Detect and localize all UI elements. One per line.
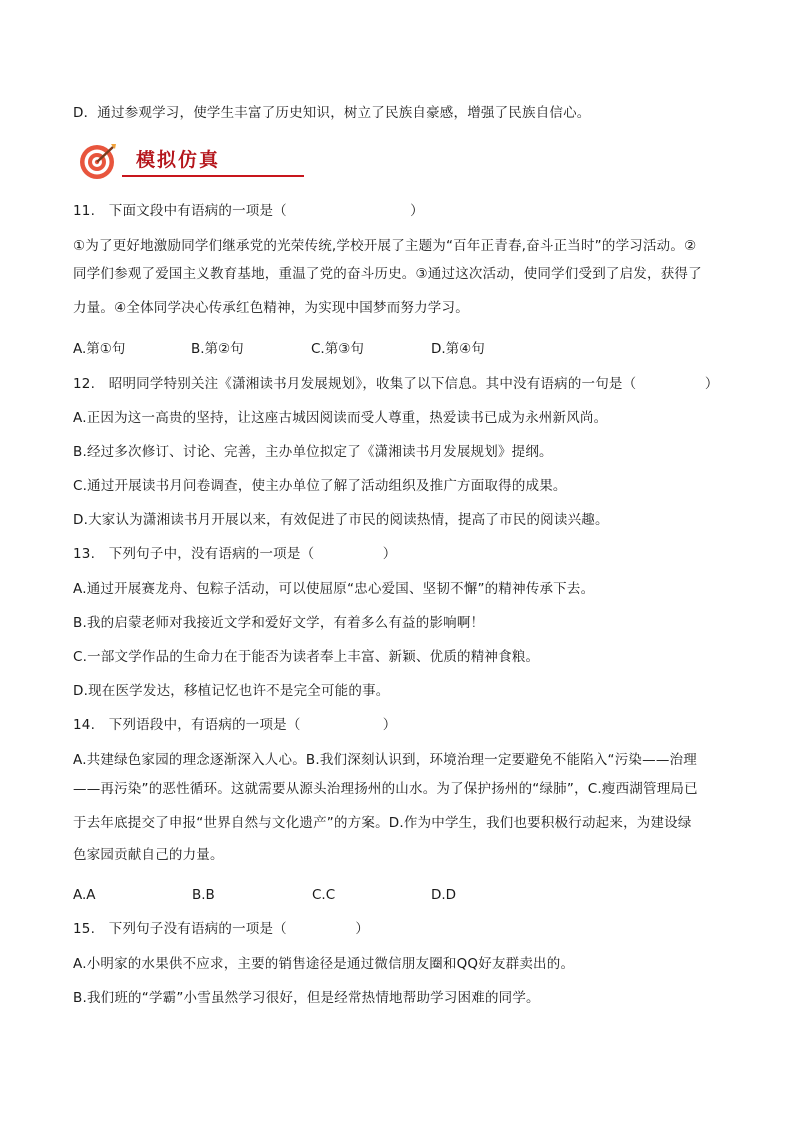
q12-stem: 12. 昭明同学特别关注《潇湘读书月发展规划》，收集了以下信息。其中没有语病的一句是（ ） [73, 376, 719, 392]
q14-option-b: B.B [192, 887, 215, 903]
section-header [78, 141, 238, 183]
q15-option-a: A.小明家的水果供不应求，主要的销售途径是通过微信朋友圈和QQ好友群卖出的。 [73, 956, 575, 972]
q14-para-line: ——再污染”的恶性循环。这就需要从源头治理扬州的山水。为了保护扬州的“绿肺”，C.瘦西湖管理局已 [73, 781, 698, 797]
q14-stem: 14. 下列语段中，有语病的一项是（ ） [73, 717, 397, 733]
target-icon [78, 141, 118, 181]
q11-stem: 11. 下面文段中有语病的一项是（ ） [73, 203, 424, 219]
q13-option-b: B.我的启蒙老师对我接近文学和爱好文学，有着多么有益的影响啊！ [73, 615, 485, 631]
q15-stem: 15. 下列句子没有语病的一项是（ ） [73, 921, 370, 937]
q12-option-b: B.经过多次修订、讨论、完善，主办单位拟定了《潇湘读书月发展规划》提纲。 [73, 444, 553, 460]
q13-stem: 13. 下列句子中，没有语病的一项是（ ） [73, 546, 397, 562]
q13-option-c: C.一部文学作品的生命力在于能否为读者奉上丰富、新颖、优质的精神食粮。 [73, 649, 540, 665]
q14-option-a: A.A [73, 887, 96, 903]
q11-para-line: 力量。④全体同学决心传承红色精神，为实现中国梦而努力学习。 [73, 300, 469, 316]
section-underline [122, 175, 304, 177]
q14-para-line: 于去年底提交了申报“世界自然与文化遗产”的方案。D.作为中学生，我们也要积极行动起来，为建设绿 [73, 815, 692, 831]
q11-option-c: C.第③句 [311, 341, 364, 357]
q11-para-line: ①为了更好地激励同学们继承党的光荣传统,学校开展了主题为“百年正青春,奋斗正当时”的学习活动。② [73, 238, 697, 254]
q11-option-d: D.第④句 [431, 341, 485, 357]
q13-option-d: D.现在医学发达，移植记忆也许不是完全可能的事。 [73, 683, 390, 699]
q11-option-a: A.第①句 [73, 341, 126, 357]
q14-option-c: C.C [312, 887, 336, 903]
q11-option-b: B.第②句 [191, 341, 244, 357]
q14-para-line: 色家园贡献自己的力量。 [73, 847, 224, 863]
section-title: 模拟仿真 [136, 149, 221, 171]
q15-option-b: B.我们班的“学霸”小雪虽然学习很好，但是经常热情地帮助学习困难的同学。 [73, 990, 540, 1006]
q11-para-line: 同学们参观了爱国主义教育基地，重温了党的奋斗历史。③通过这次活动，使同学们受到了启发，获得了 [73, 266, 702, 282]
q12-option-c: C.通过开展读书月问卷调查，使主办单位了解了活动组织及推广方面取得的成果。 [73, 478, 567, 494]
previous-question-option-d: D．通过参观学习，使学生丰富了历史知识，树立了民族自豪感，增强了民族自信心。 [73, 105, 591, 121]
q12-option-a: A.正因为这一高贵的坚持，让这座古城因阅读而受人尊重，热爱读书已成为永州新风尚。 [73, 410, 608, 426]
q13-option-a: A.通过开展赛龙舟、包粽子活动，可以使屈原“忠心爱国、坚韧不懈”的精神传承下去。 [73, 581, 595, 597]
q14-para-line: A.共建绿色家园的理念逐渐深入人心。B.我们深刻认识到，环境治理一定要避免不能陷入“污染——治理 [73, 752, 697, 768]
q14-option-d: D.D [431, 887, 457, 903]
q12-option-d: D.大家认为潇湘读书月开展以来，有效促进了市民的阅读热情，提高了市民的阅读兴趣。 [73, 512, 609, 528]
